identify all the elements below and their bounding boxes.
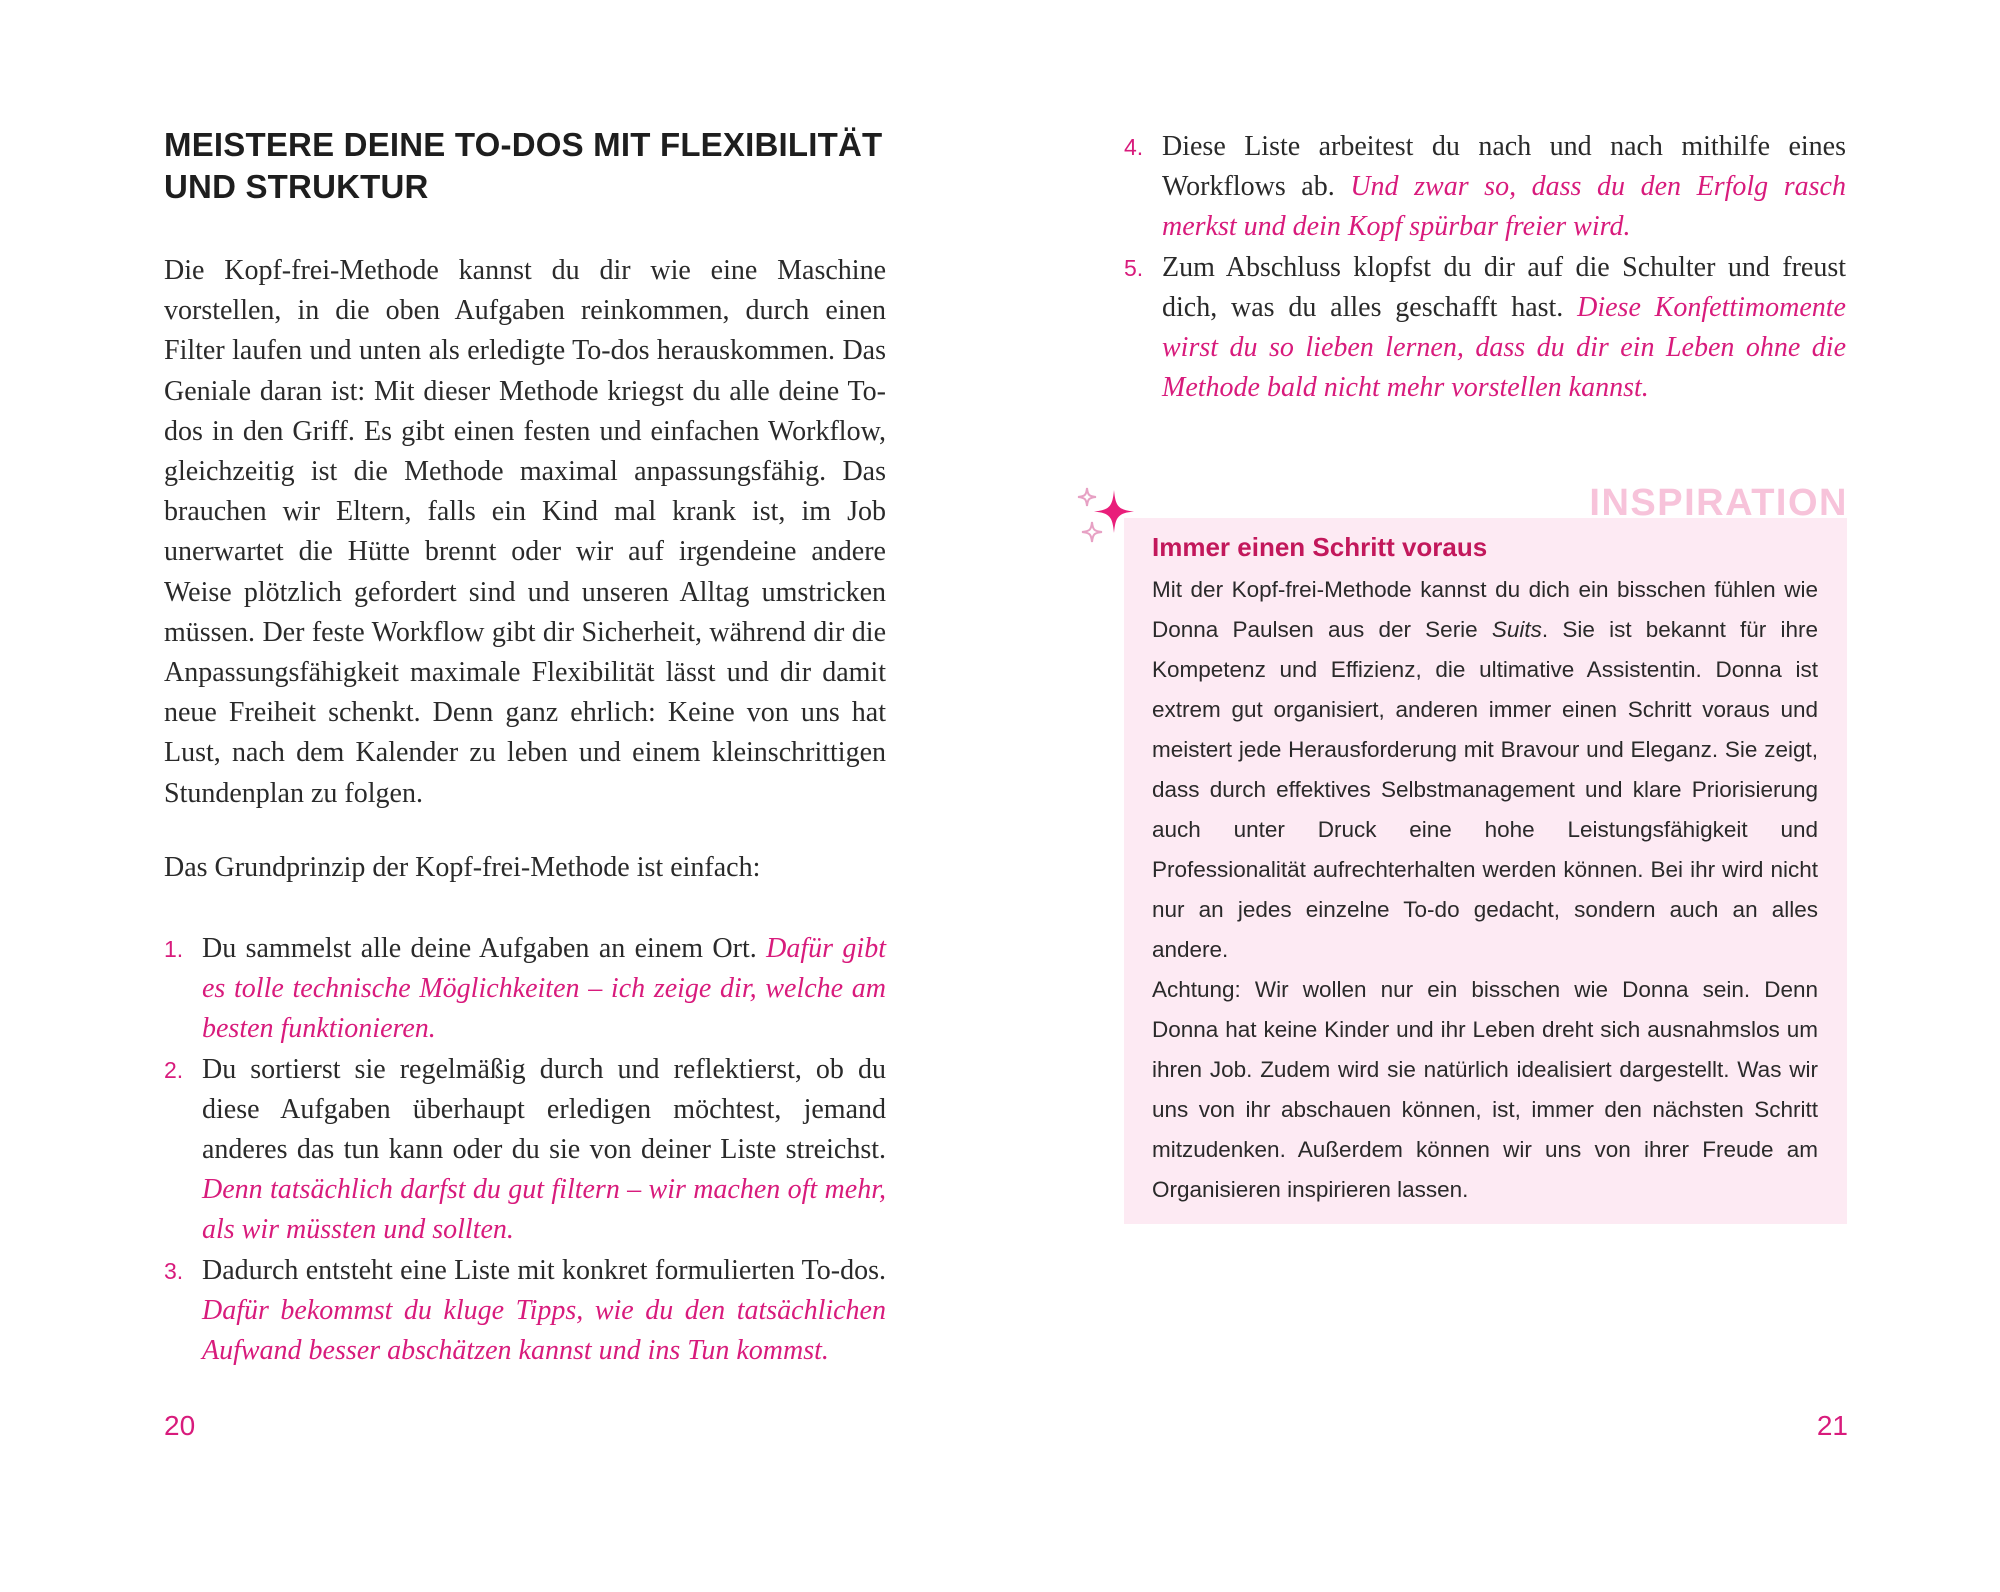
list-text: Du sammelst alle deine Aufgaben an einem Ort. [202, 933, 767, 964]
list-accent-text: Denn tatsächlich darfst du gut filtern – wir machen oft mehr, als wir müssten und sollten. [202, 1174, 886, 1246]
list-item [1124, 248, 1846, 409]
list-accent-text: Und zwar so, dass du den Erfolg rasch merkst und dein Kopf spürbar freier wird. [1162, 171, 1846, 243]
page-number-left: 20 [164, 1410, 196, 1441]
steps-list-right [1124, 127, 1846, 408]
inspiration-title: Immer einen Schritt voraus [1152, 532, 1488, 562]
list-item [164, 1050, 886, 1251]
list-number: 1. [164, 936, 184, 962]
list-item [1124, 127, 1846, 248]
inspiration-text [1152, 570, 1818, 1210]
lead-paragraph: Das Grundprinzip der Kopf-frei-Methode ist einfach: [164, 852, 761, 883]
steps-list-left [164, 929, 886, 1371]
list-item [164, 929, 886, 1050]
page-number-right: 21 [1816, 1410, 1848, 1441]
list-accent-text: Diese Konfettimomente wirst du so lieben lernen, dass du dir ein Leben ohne die Methode bald nicht mehr vorstellen kannst. [1162, 291, 1846, 404]
list-number: 2. [164, 1056, 184, 1083]
heading-line-1: MEISTERE DEINE TO-DOS MIT FLEXIBILITÄT [164, 126, 883, 163]
inspiration-paragraph-1 [1152, 570, 1818, 970]
list-number: 3. [164, 1257, 184, 1284]
sparkle-icon [1074, 484, 1140, 550]
inspiration-label: INSPIRATION [1589, 482, 1848, 524]
list-accent-text: Dafür gibt es tolle technische Möglichkeiten – ich zeige dir, welche am besten funktionieren. [202, 933, 886, 1045]
inspiration-paragraph-2: Achtung: Wir wollen nur ein bisschen wie Donna sein. Denn Donna hat keine Kinder und ihr Leben dreht sich ausnahmslos um ihren Job. Zudem wird sie natürlich idealisiert dargestellt. Was wir uns von ihr abschauen können, ist, immer den nächsten Schritt mitzudenken. Außerdem können wir uns von ihrer Freude am Organisieren inspirieren lassen. [1152, 977, 1818, 1202]
list-text: Zum Abschluss klopfst du dir auf die Schulter und freust dich, was du alles geschafft hast. [1162, 251, 1846, 323]
list-text: Dadurch entsteht eine Liste mit konkret formulierten To-dos. [202, 1254, 886, 1286]
inspiration-text-part: Mit der Kopf-frei-Methode kannst du dich ein bisschen fühlen wie Donna Paulsen aus der Serie [1152, 577, 1818, 642]
list-item [164, 1251, 886, 1372]
list-text: Du sortierst sie regelmäßig durch und reflektierst, ob du diese Aufgaben überhaupt erledigen möchtest, jemand anderes das tun kann oder du sie von deiner Liste streichst. [202, 1053, 886, 1166]
chapter-heading [164, 124, 904, 208]
inspiration-text-part: . Sie ist bekannt für ihre Kompetenz und Effizienz, die ultimative Assistentin. Donna ist extrem gut organisiert, anderen immer einen Schritt voraus und meistert jede Herausforderung mit Bravour und Eleganz. Sie zeigt, dass durch effektives Selbstmanagement und klare Priorisierung auch unter Druck eine hohe Leistungsfähigkeit und Professionalität aufrechterhalten werden können. Bei ihr wird nicht nur an jedes einzelne To-do gedacht, sondern auch an alles andere. [1152, 617, 1818, 962]
series-title: Suits [1491, 617, 1542, 642]
list-number: 5. [1124, 254, 1144, 281]
heading-line-2: UND STRUKTUR [164, 168, 429, 205]
intro-paragraph: Die Kopf-frei-Methode kannst du dir wie eine Maschine vorstellen, in die oben Aufgaben reinkommen, durch einen Filter laufen und unten als erledigte To-dos herauskommen. Das Geniale daran ist: Mit dieser Methode kriegst du alle deine To-dos in den Griff. Es gibt einen festen und einfachen Workflow, gleichzeitig ist die Methode maximal anpassungsfähig. Das brauchen wir Eltern, falls ein Kind mal krank ist, im Job unerwartet die Hütte brennt oder wir auf irgendeine andere Weise plötzlich gefordert sind und unseren Alltag umstricken müssen. Der feste Workflow gibt dir Sicherheit, während dir die Anpassungsfähigkeit maximale Flexibilität lässt und dir damit neue Freiheit schenkt. Denn ganz ehrlich: Keine von uns hat Lust, nach dem Kalender zu leben und einem kleinschrittigen Stundenplan zu folgen. [164, 255, 886, 809]
list-accent-text: Dafür bekommst du kluge Tipps, wie du den tatsächlichen Aufwand besser abschätzen kannst und ins Tun kommst. [202, 1294, 886, 1367]
list-text: Diese Liste arbeitest du nach und nach mithilfe eines Workflows ab. [1162, 131, 1846, 203]
list-number: 4. [1124, 134, 1144, 160]
